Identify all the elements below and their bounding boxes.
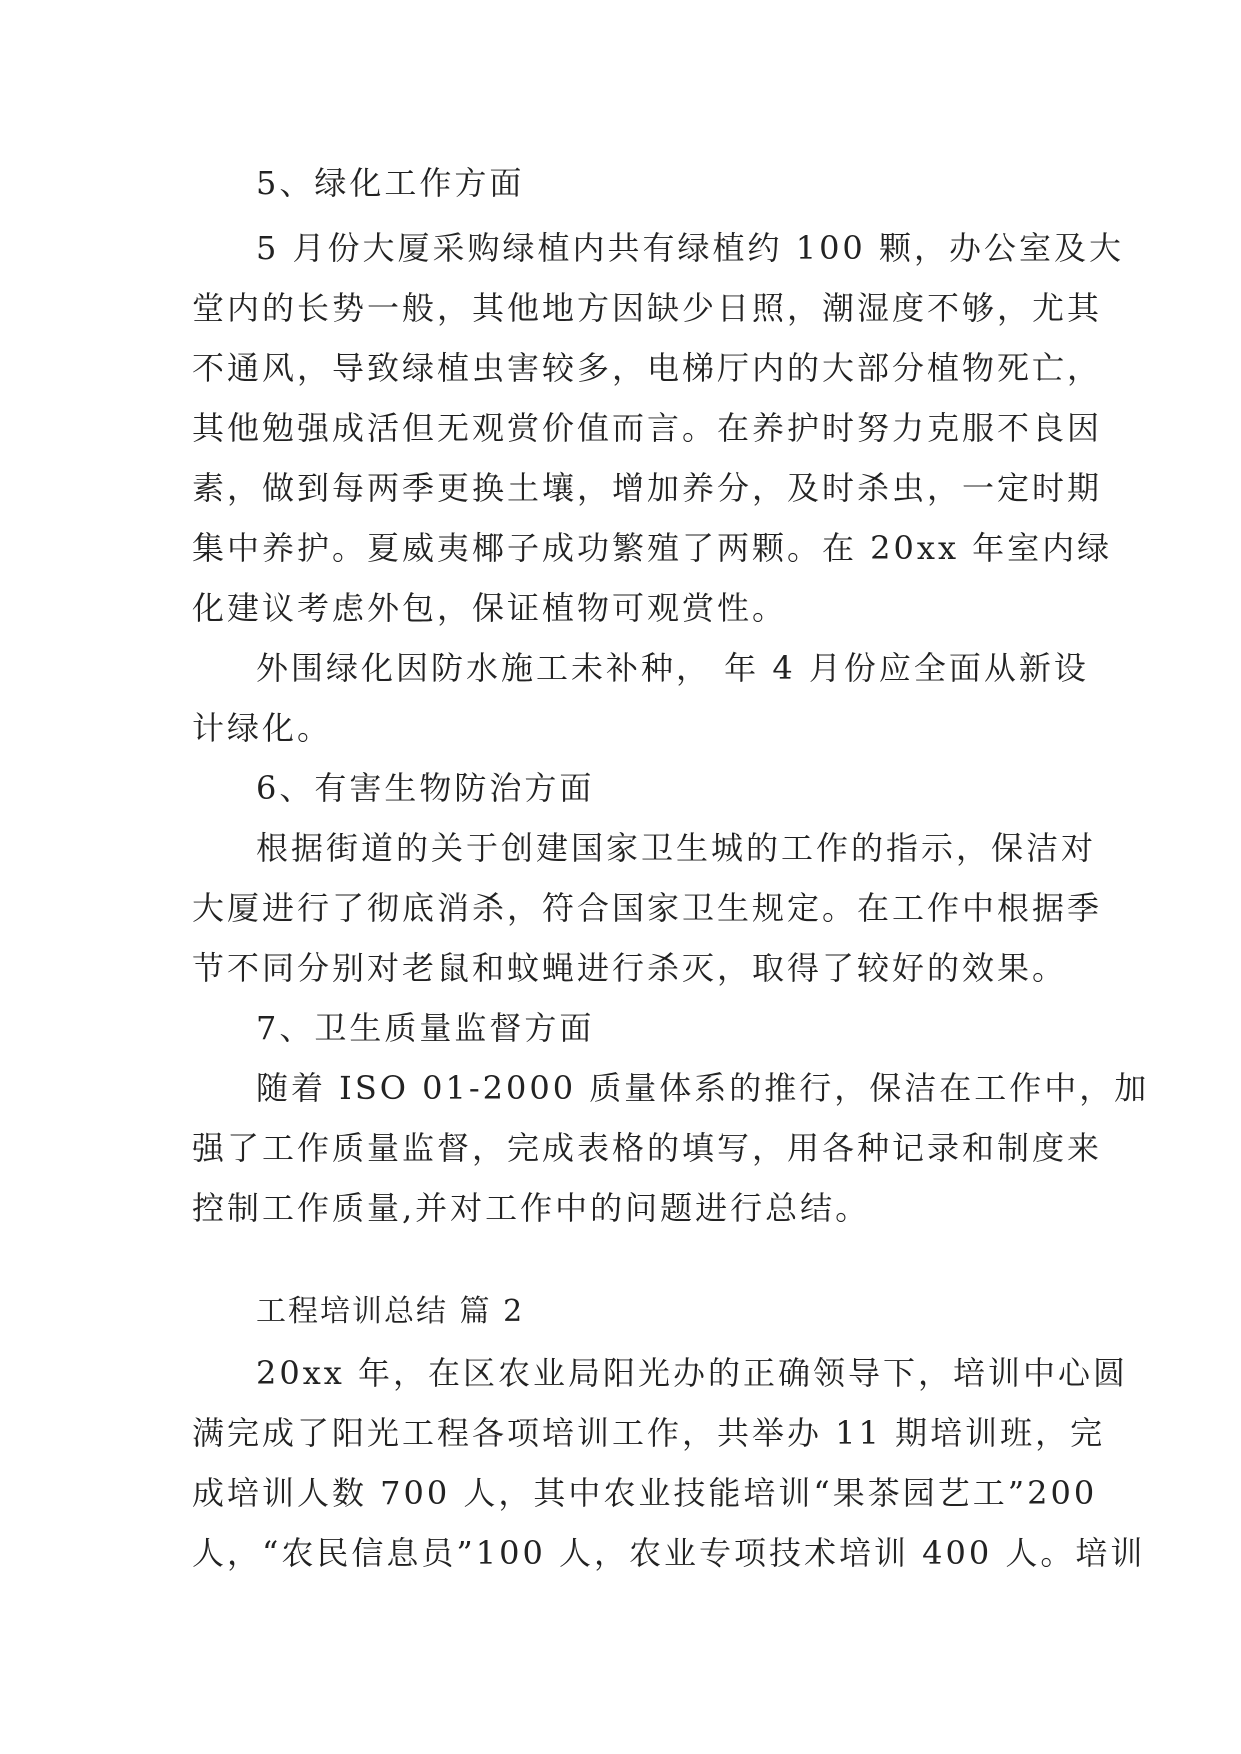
article-title: 工程培训总结 篇 2 [256,1294,525,1329]
paragraph-line: 堂内的长势一般，其他地方因缺少日照，潮湿度不够，尤其 [192,289,1103,327]
paragraph-line: 随着 ISO 01-2000 质量体系的推行，保洁在工作中，加 [256,1069,1150,1107]
paragraph-line: 计绿化。 [192,709,333,747]
paragraph-line: 强了工作质量监督，完成表格的填写，用各种记录和制度来 [192,1129,1103,1167]
paragraph-line: 成培训人数 700 人，其中农业技能培训“果茶园艺工”200 [192,1474,1098,1512]
paragraph-line: 不通风，导致绿植虫害较多，电梯厅内的大部分植物死亡， [192,349,1103,387]
section-heading-pest-control: 6、有害生物防治方面 [256,769,595,807]
paragraph-line: 化建议考虑外包，保证植物可观赏性。 [192,589,788,627]
paragraph-line: 大厦进行了彻底消杀，符合国家卫生规定。在工作中根据季 [192,889,1103,927]
paragraph-line: 节不同分别对老鼠和蚊蝇进行杀灭，取得了较好的效果。 [192,949,1068,987]
section-heading-quality-supervision: 7、卫生质量监督方面 [256,1009,595,1047]
paragraph-line: 外围绿化因防水施工未补种， 年 4 月份应全面从新设 [256,649,1089,687]
section-heading-greening: 5、绿化工作方面 [256,164,525,202]
paragraph-line: 根据街道的关于创建国家卫生城的工作的指示，保洁对 [256,829,1097,867]
paragraph-line: 其他勉强成活但无观赏价值而言。在养护时努力克服不良因 [192,409,1103,447]
paragraph-line: 人，“农民信息员”100 人，农业专项技术培训 400 人。培训 [192,1534,1146,1572]
paragraph-line: 5 月份大厦采购绿植内共有绿植约 100 颗，办公室及大 [256,229,1124,267]
paragraph-line: 20xx 年，在区农业局阳光办的正确领导下，培训中心圆 [256,1354,1128,1392]
paragraph-line: 集中养护。夏威夷椰子成功繁殖了两颗。在 20xx 年室内绿 [192,529,1113,567]
paragraph-line: 满完成了阳光工程各项培训工作，共举办 11 期培训班，完 [192,1414,1106,1452]
paragraph-line: 控制工作质量,并对工作中的问题进行总结。 [192,1189,871,1227]
paragraph-line: 素，做到每两季更换土壤，增加养分，及时杀虫，一定时期 [192,469,1103,507]
